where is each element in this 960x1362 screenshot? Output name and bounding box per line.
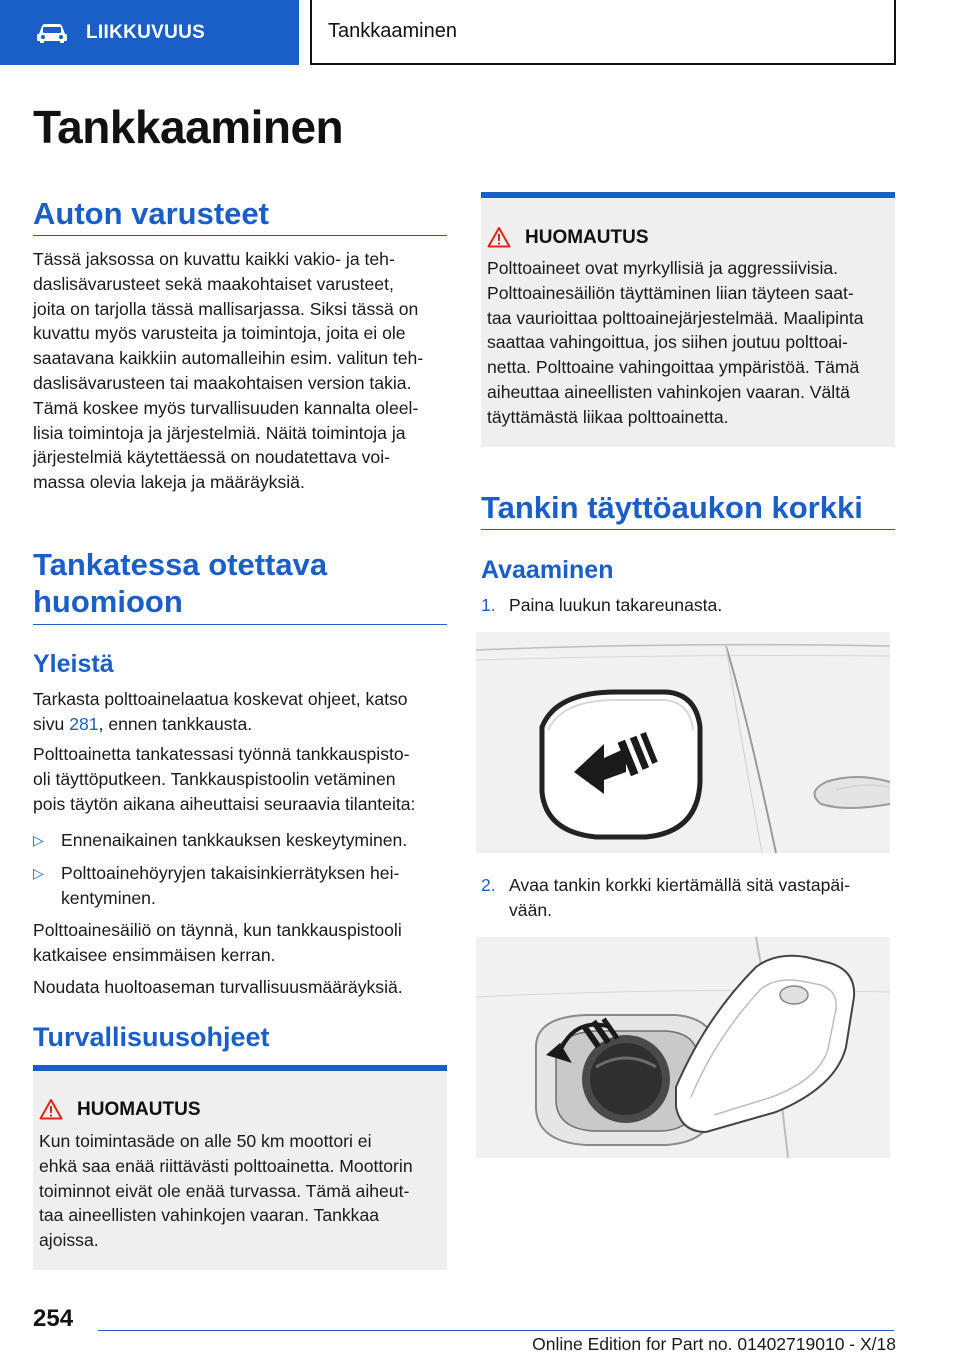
car-icon: [36, 22, 68, 44]
general-paragraph-4: Noudata huoltoaseman turvallisuusmääräyksiä.: [33, 977, 403, 997]
text-line: toiminnot eivät ole enää turvassa. Tämä aiheut-: [39, 1180, 410, 1201]
text-line: netta. Polttoaine vahingoittaa ympäristöä. Tämä: [487, 357, 860, 378]
breadcrumb: [310, 0, 896, 65]
fuel-cap-illustration: [476, 937, 890, 1158]
heading-line: huomioon: [33, 584, 183, 619]
text-line: [33, 712, 453, 737]
text-line: Polttoainesäiliön täyttäminen liian täyteen saat-: [487, 282, 854, 303]
heading-rule: [33, 624, 447, 625]
page-title: Tankkaaminen: [33, 101, 344, 153]
text-line: lisia toimintoja ja järjestelmiä. Näitä toimintoja ja: [33, 422, 406, 443]
step-item: [481, 873, 895, 923]
general-paragraph-2: [33, 742, 453, 816]
text-line: taa aineellisten vahinkojen vaaran. Tankkaa: [39, 1205, 380, 1226]
text-line: katkaisee ensimmäisen kerran.: [33, 944, 276, 965]
heading-fuel-cap: Tankin täyttöaukon korkki: [481, 490, 863, 525]
triangle-right-icon: ▷: [33, 865, 44, 881]
heading-equipment: Auton varusteet: [33, 196, 269, 231]
text-line: Polttoainetta tankatessasi työnnä tankkauspisto-: [33, 744, 410, 764]
fuel-flap-illustration: [476, 632, 890, 853]
text-line: järjestelmiä käytettäessä on noudatettava voi-: [33, 447, 390, 468]
heading-opening: Avaaminen: [481, 556, 614, 584]
step-number: 2.: [481, 875, 496, 895]
text-line: Tarkasta polttoainelaatua koskevat ohjeet, katso: [33, 689, 408, 709]
footer-edition: Online Edition for Part no. 01402719010 - X/18: [532, 1334, 896, 1354]
text-line: aiheuttaa aineellisten vahinkojen vaaran. Vältä: [487, 381, 850, 402]
heading-safety: Turvallisuusohjeet: [33, 1022, 270, 1052]
text-line: pois täytön aikana aiheuttaisi seuraavia tilanteita:: [33, 793, 416, 814]
step-number: 1.: [481, 595, 496, 615]
notice-title: HUOMAUTUS: [77, 1099, 201, 1120]
page-number: 254: [33, 1305, 74, 1332]
text-span: sivu: [33, 713, 70, 734]
list-item-text: [61, 861, 399, 911]
fuel-cap-drawing: [476, 937, 890, 1158]
warning-triangle-icon: [487, 226, 511, 248]
heading-rule: [481, 529, 895, 530]
notice-title: HUOMAUTUS: [525, 227, 649, 248]
text-line: Tässä jaksossa on kuvattu kaikki vakio- ja teh-: [33, 249, 395, 269]
text-line: Avaa tankin korkki kiertämällä sitä vastapäi-: [509, 875, 850, 895]
general-paragraph-3: [33, 918, 453, 968]
text-line: Tämä koskee myös turvallisuuden kannalta oleel-: [33, 397, 419, 418]
text-line: Polttoainesäiliö on täynnä, kun tankkauspistooli: [33, 920, 402, 940]
step-item: [481, 593, 895, 619]
list-item-text: Ennenaikainen tankkauksen keskeytyminen.: [61, 830, 408, 850]
section-tab-label: LIIKKUVUUS: [86, 21, 206, 43]
step-text: [509, 873, 850, 923]
step-text: Paina luukun takareunasta.: [509, 595, 723, 615]
list-item: [33, 828, 447, 854]
notice-body: [487, 256, 899, 430]
text-line: joita on tarjolla tässä mallisarjassa. Siksi tässä on: [33, 298, 419, 319]
heading-rule: [33, 235, 447, 236]
equipment-paragraph: [33, 247, 453, 495]
triangle-right-icon: ▷: [33, 832, 44, 848]
breadcrumb-label: Tankkaaminen: [328, 20, 457, 42]
text-line: daslisävarusteen tai maakohtaisen version takia.: [33, 372, 412, 393]
section-tab[interactable]: [0, 0, 299, 65]
text-line: täyttämästä liikaa polttoainetta.: [487, 406, 729, 427]
notice-body: [39, 1129, 451, 1253]
text-line: Kun toimintasäde on alle 50 km moottori ei: [39, 1131, 372, 1151]
text-line: oli täyttöputkeen. Tankkauspistoolin vetäminen: [33, 768, 396, 789]
notice-box: [481, 192, 895, 447]
text-line: taa vaurioittaa polttoainejärjestelmää. Maalipinta: [487, 307, 864, 328]
text-line: Polttoaineet ovat myrkyllisiä ja aggressiivisia.: [487, 258, 839, 278]
text-line: daslisävarusteet sekä maakohtaiset varusteet,: [33, 273, 394, 294]
heading-line: Tankatessa otettava: [33, 547, 328, 582]
general-paragraph-1: [33, 687, 453, 737]
text-line: kuvattu myös varusteita ja toimintoja, joita ei ole: [33, 323, 406, 344]
page-link[interactable]: 281: [69, 713, 99, 734]
fuel-flap-drawing: [476, 632, 890, 853]
heading-general: Yleistä: [33, 650, 114, 678]
list-item: [33, 861, 447, 911]
text-line: saatavana kaikkiin automalleihin esim. valitun teh-: [33, 348, 424, 369]
text-line: vään.: [509, 899, 553, 920]
text-line: ehkä saa enää riittävästi polttoainetta. Moottorin: [39, 1155, 413, 1176]
heading-refuel: [33, 546, 327, 620]
text-span: , ennen tankkausta.: [98, 713, 253, 734]
notice-box: [33, 1065, 447, 1270]
text-line: kentyminen.: [61, 887, 156, 908]
text-line: Polttoainehöyryjen takaisinkierrätyksen hei-: [61, 863, 400, 883]
warning-triangle-icon: [39, 1098, 63, 1120]
text-line: saattaa vahingoittua, jos siihen joutuu polttoai-: [487, 332, 848, 353]
text-line: ajoissa.: [39, 1230, 99, 1251]
footer-rule: [98, 1330, 894, 1331]
text-line: massa olevia lakeja ja määräyksiä.: [33, 472, 305, 493]
